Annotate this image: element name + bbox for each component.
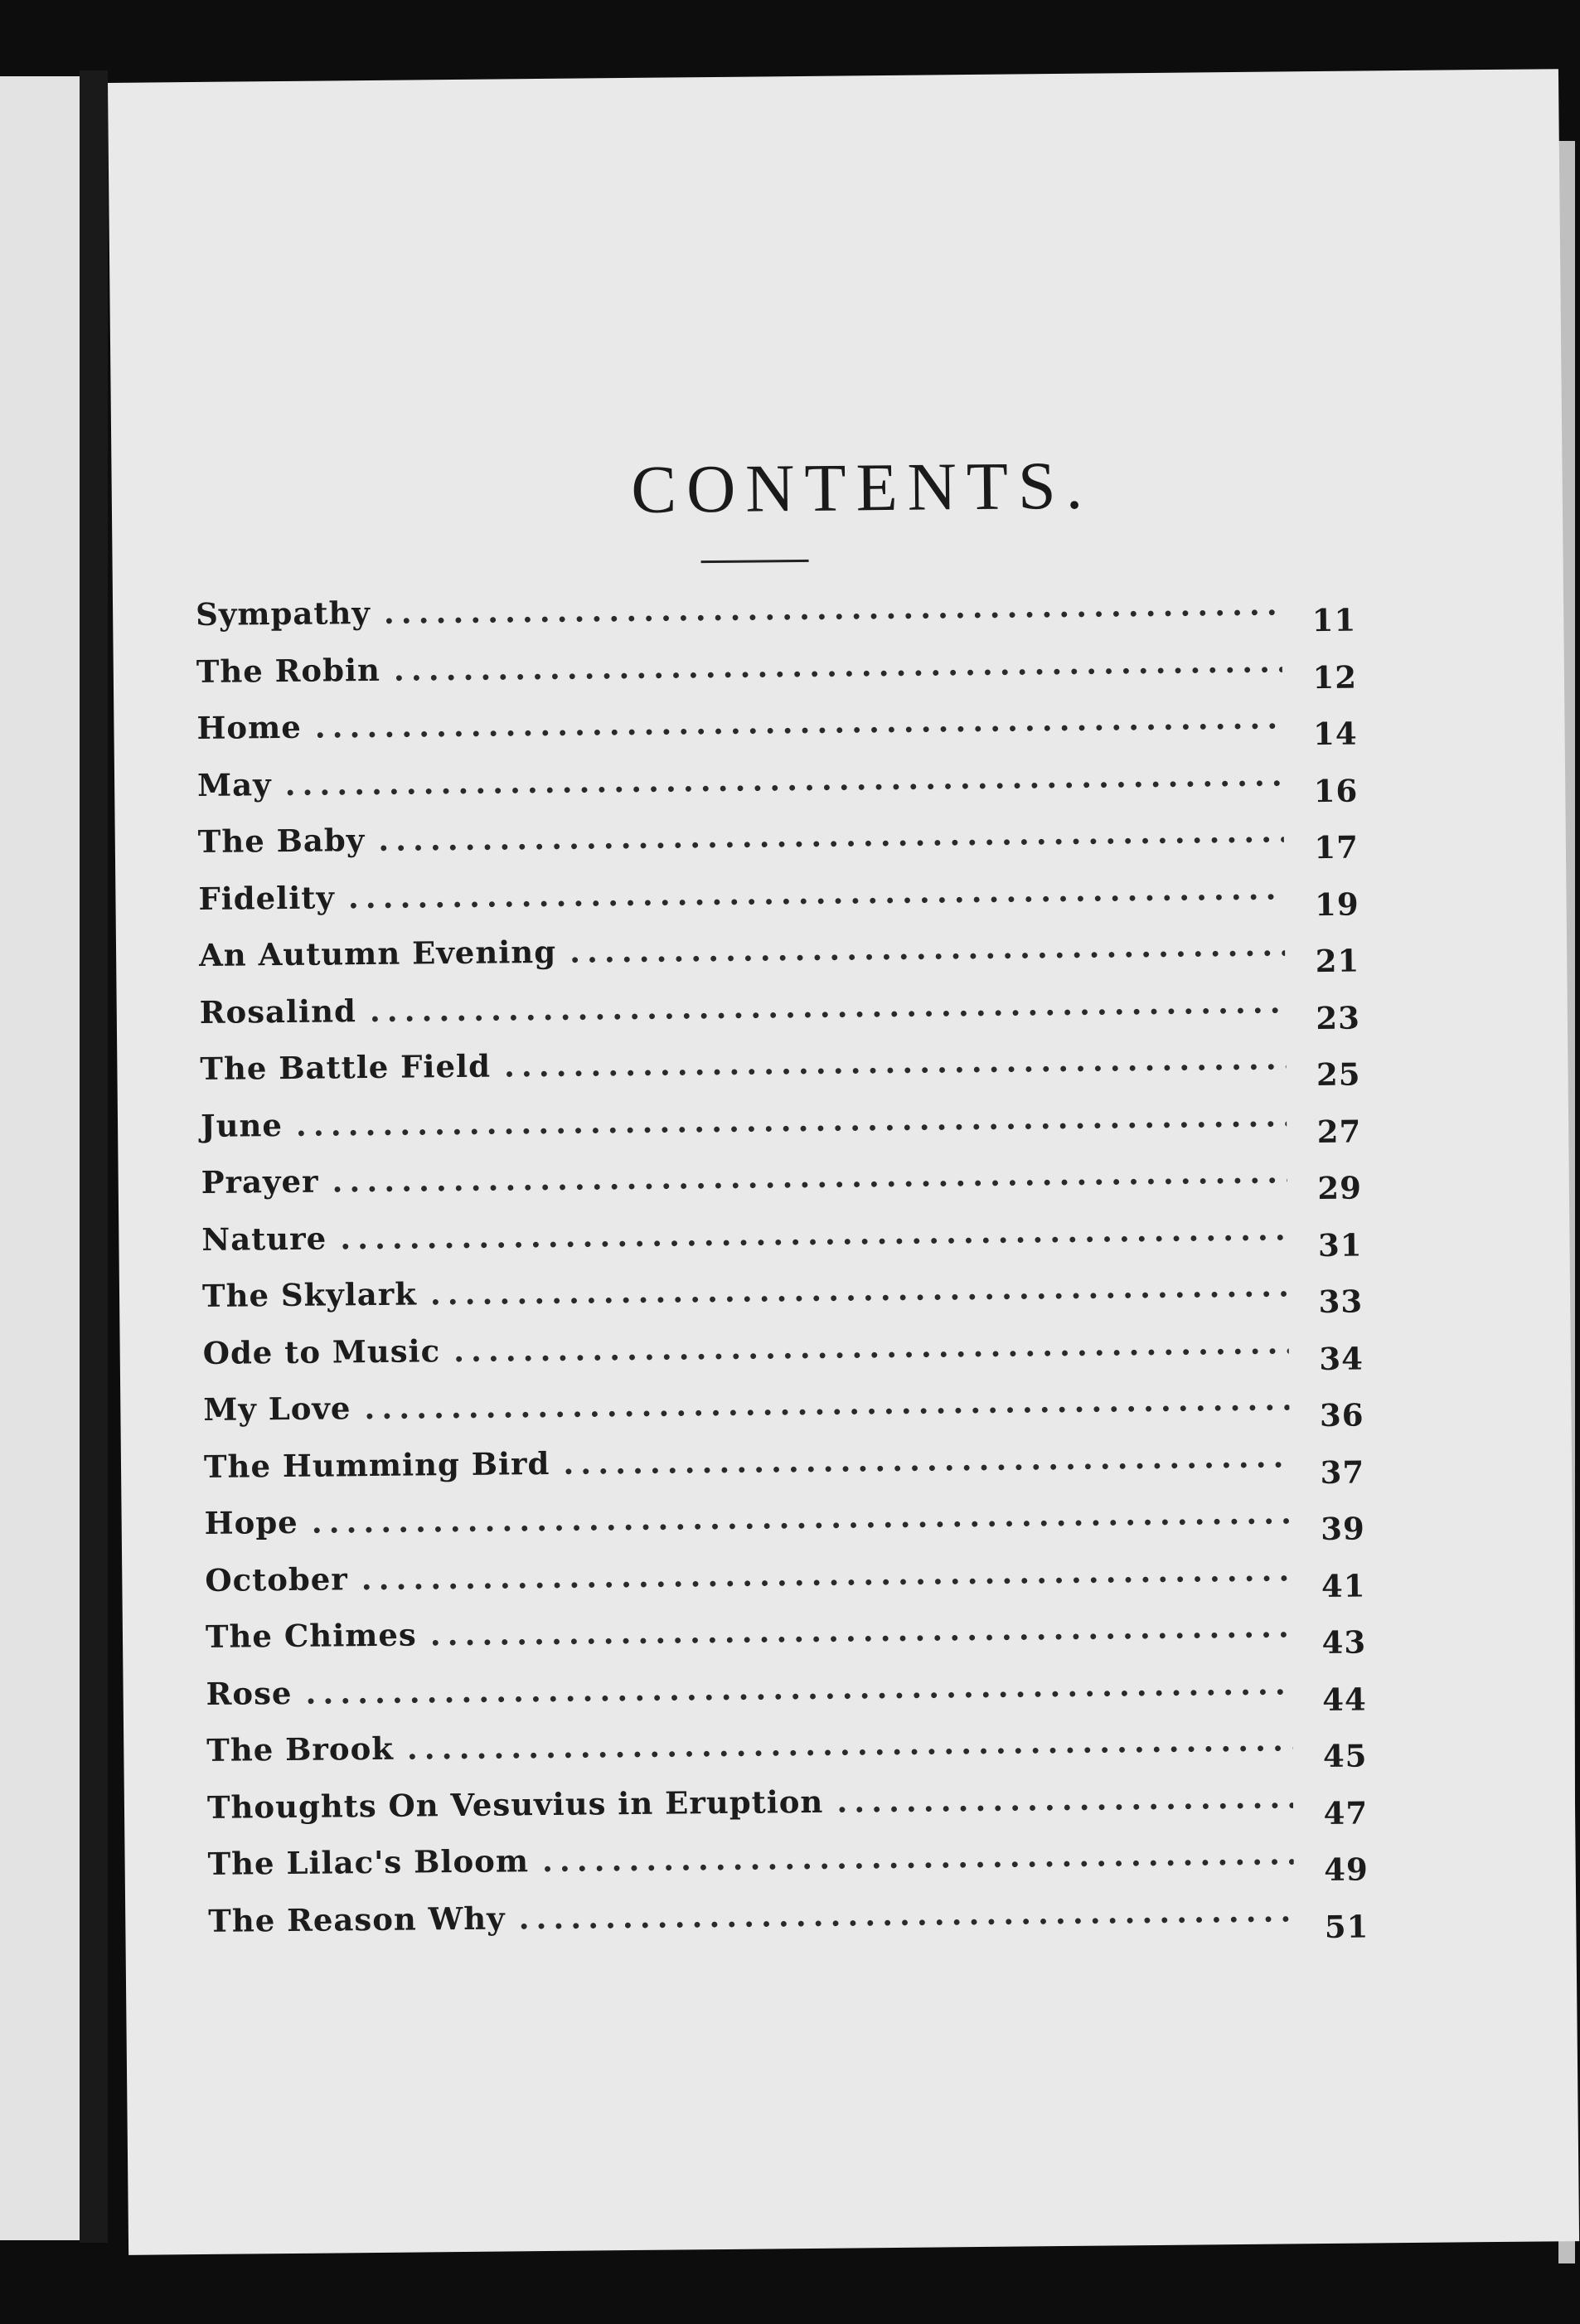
facing-page-edge — [0, 76, 80, 2240]
dot-leader — [504, 1040, 1287, 1084]
dot-leader — [407, 1721, 1293, 1766]
toc-entry-page: 11 — [1311, 601, 1357, 639]
dot-leader — [394, 643, 1282, 687]
dot-leader — [836, 1778, 1293, 1819]
dot-leader — [364, 1380, 1289, 1426]
toc-entry-page: 44 — [1322, 1681, 1367, 1718]
toc-entry-page: 37 — [1320, 1453, 1365, 1491]
dot-leader — [453, 1324, 1289, 1369]
dot-leader — [348, 870, 1285, 915]
toc-entry-page: 45 — [1322, 1737, 1368, 1775]
toc-entry-title: My Love — [203, 1390, 351, 1428]
toc-entry-title: Sympathy — [195, 594, 371, 633]
toc-entry-title: The Battle Field — [200, 1047, 492, 1087]
dot-leader — [384, 585, 1282, 630]
toc-entry-title: Prayer — [201, 1162, 319, 1201]
toc-entry-title: Ode to Music — [202, 1332, 441, 1371]
toc-entry-page: 21 — [1315, 942, 1360, 980]
toc-entry-title: The Lilac's Bloom — [207, 1842, 530, 1882]
toc-entry-title: May — [196, 765, 272, 803]
heading-rule — [701, 560, 809, 563]
toc-entry-title: Fidelity — [198, 878, 336, 917]
toc-entry-page: 49 — [1324, 1851, 1369, 1889]
dot-leader — [430, 1608, 1292, 1652]
dot-leader — [518, 1892, 1294, 1936]
toc-entry-title: Nature — [201, 1220, 327, 1258]
toc-entry-page: 51 — [1324, 1907, 1369, 1945]
toc-entry-page: 36 — [1319, 1396, 1364, 1434]
toc-entry-title: The Brook — [206, 1730, 395, 1768]
dot-leader — [542, 1835, 1294, 1879]
toc-entry-page: 12 — [1312, 658, 1358, 696]
toc-entry-page: 17 — [1314, 828, 1359, 866]
toc-entry-title: The Baby — [197, 822, 366, 860]
dot-leader — [563, 1438, 1290, 1481]
toc-entry-page: 43 — [1321, 1623, 1367, 1662]
dot-leader — [569, 926, 1285, 969]
toc-entry-page: 39 — [1321, 1510, 1366, 1548]
toc-entry-title: The Robin — [196, 651, 381, 690]
toc-entry-title: Rose — [206, 1674, 293, 1712]
toc-entry-page: 27 — [1316, 1113, 1362, 1150]
toc-entry-title: The Skylark — [201, 1275, 418, 1314]
toc-entry-title: An Autumn Evening — [198, 933, 557, 973]
contents-heading: CONTENTS. — [630, 447, 1093, 527]
toc-entry-page: 47 — [1323, 1794, 1369, 1832]
toc-entry-page: 16 — [1313, 772, 1359, 809]
toc-entry-page: 23 — [1316, 999, 1361, 1036]
dot-leader — [370, 983, 1286, 1029]
dot-leader — [378, 813, 1284, 857]
book-page — [108, 69, 1579, 2255]
toc-entry-title: Thoughts On Vesuvius in Eruption — [206, 1783, 824, 1826]
toc-entry-page: 33 — [1318, 1283, 1364, 1321]
toc-entry-page: 14 — [1312, 715, 1358, 753]
toc-entry-title: June — [200, 1106, 284, 1144]
table-of-contents — [196, 585, 1369, 1959]
toc-entry-page: 31 — [1317, 1226, 1363, 1264]
toc-entry-page: 34 — [1319, 1340, 1364, 1377]
toc-entry-page: 25 — [1316, 1055, 1361, 1094]
dot-leader — [430, 1267, 1288, 1312]
toc-entry-title: The Reason Why — [208, 1899, 506, 1939]
toc-entry-title: The Chimes — [205, 1616, 417, 1655]
toc-entry-page: 19 — [1314, 885, 1359, 923]
toc-entry-title: October — [205, 1560, 348, 1599]
book-spine — [80, 70, 108, 2243]
toc-entry[interactable] — [208, 1891, 1369, 1959]
toc-entry-title: The Humming Bird — [203, 1444, 550, 1485]
toc-entry-title: Hope — [204, 1503, 298, 1541]
toc-entry-title: Rosalind — [199, 992, 357, 1031]
toc-entry-page: 29 — [1317, 1169, 1363, 1207]
dot-leader — [361, 1551, 1292, 1597]
toc-entry-page: 41 — [1321, 1567, 1366, 1604]
toc-entry-title: Home — [196, 708, 303, 747]
